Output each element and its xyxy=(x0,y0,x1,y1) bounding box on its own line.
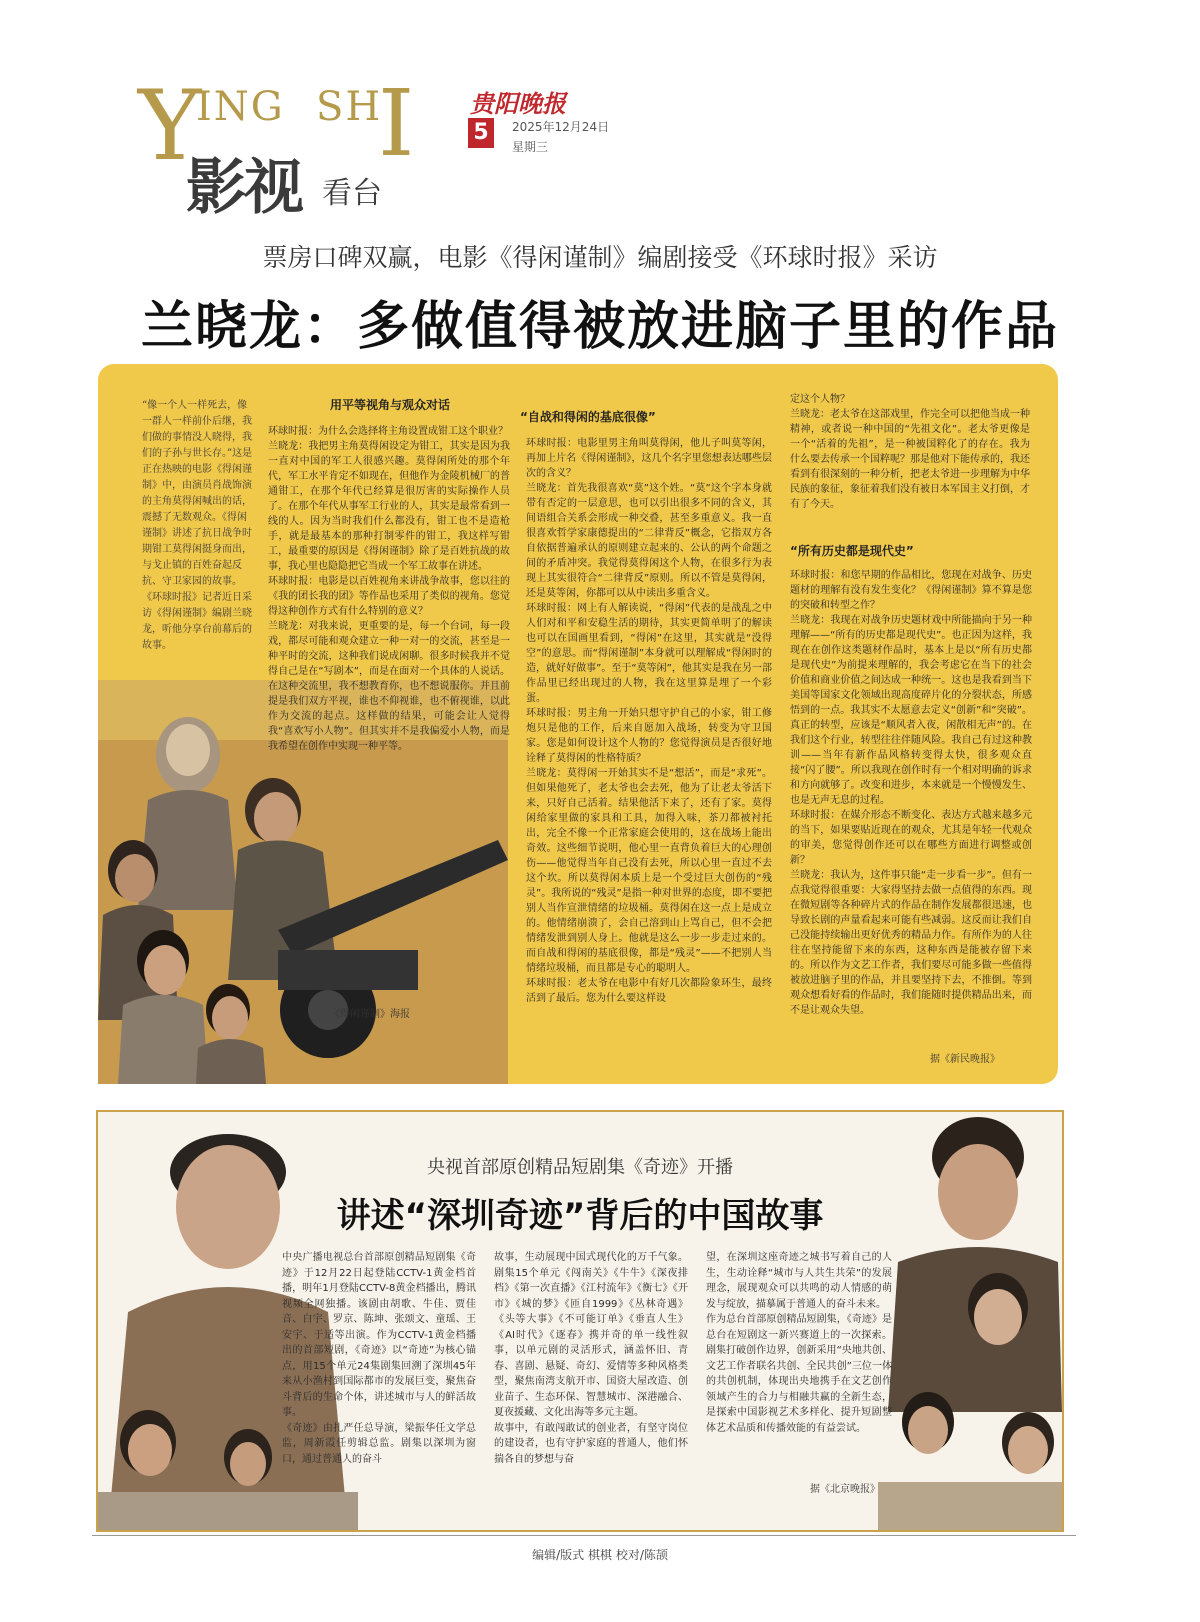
story2-column-3 xyxy=(706,1250,892,1470)
page-number-badge: 5 xyxy=(468,118,494,148)
story2-column-2 xyxy=(494,1250,688,1510)
story1-column-2-text: 环球时报：为什么会选择将主角设置成钳工这个职业？ 兰晓龙：我把男主角莫得闲设定为钳工，其实是因为我一直对中国的军工人很感兴趣。莫得闲所处的那个年代，军工水平肯定不如现在，但他作为金陵机械厂的普通钳工，在那个年代已经算是很厉害的实际操作人员了。在那个年代从事军工行业的人，其实是最常看到一线的人。因为当时我们什么都没有，钳工也不是造枪手，就是最基本的那种打制零件的钳工，我这样写钳工，最重要的原因是《得闲谨制》除了是百姓抗战的故事，我心里也隐隐把它当成一个军工故事在讲述。 环球时报：电影是以百姓视角来讲战争故事，您以往的《我的团长我的团》等作品也采用了类似的视角。您觉得这种创作方式有什么特别的意义？ 兰晓龙：对我来说，更重要的是，每一个台词，每一段戏，都尽可能和观众建立一种一对一的交流，甚至是一种平时的交流，这种我们说成闲聊。很多时候我并不觉得自己是在“写剧本”，而是在面对一个具体的人说话。在这种交流里，我不想教育你，也不想说服你。并且前提是我们双方平视，谁也不仰视谁，也不俯视谁，以此作为交流的起点。这样做的结果，可能会让人觉得我“喜欢写小人物”。但其实并不是我偏爱小人物，而是我希望在创作中实现一种平等。 xyxy=(268,426,510,752)
story1-subhead: 票房口碑双赢，电影《得闲谨制》编剧接受《环球时报》采访 xyxy=(262,243,938,272)
story1-headline: 兰晓龙：多做值得被放进脑子里的作品 xyxy=(140,297,1059,357)
story2-column-3-text: 望，在深圳这座奇迹之城书写着自己的人生，生动诠释“城市与人共生共荣”的发展理念，展现观众可以共鸣的动人情感的萌发与绽放，描摹属于普通人的奋斗未来。 作为总台首部原创精品短剧集，《奇迹》是总台在短剧这一新兴赛道上的一次探索。剧集打破创作边界，创新采用“央地共创、文艺工作者联名共创、全民共创”三位一体的共创机制，体现出央地携手在文艺创作领域产生的合力与相融共赢的全新生态，是探索中国影视艺术多样化、提升短剧整体艺术品质和传播效能的有益尝试。 xyxy=(706,1252,892,1434)
story1-column-4b xyxy=(790,568,1032,1046)
story1-column-3 xyxy=(526,436,772,1066)
masthead-letters-ing: ING xyxy=(196,84,285,130)
story2-headline: 讲述“深圳奇迹”背后的中国故事 xyxy=(336,1196,824,1236)
story1-column-3-text: 环球时报：电影里男主角叫莫得闲，他儿子叫莫等闲，再加上片名《得闲谨制》，这几个名字里您想表达哪些层次的含义？ 兰晓龙：首先我很喜欢“莫”这个姓。“莫”这个字本身就带有否定的一层意思，也可以引出很多不同的含义，其间语组合关系会形成一种交叠，甚至多重意义。我一直很喜欢哲学家康德提出的“二律背反”概念，它指双方各自依据普遍承认的原则建立起来的、公认的两个命题之间的矛盾冲突。我觉得莫得闲这个人物，在很多行为表现上其实很符合“二律背反”原则。所以不管是莫得闲，还是莫等闲，你都可以从中读出多重含义。 环球时报：网上有人解读说，“得闲”代表的是战乱之中人们对和平和安稳生活的期待，其实更简单明了的解读也可以在国画里看到，“得闲”在这里，其实就是“没得空”的意思。而“得闲谨制”本身就可以理解成“得闲时的造，就好好做事”。至于“莫等闲”，他其实是我在另一部作品里已经出现过的人物，我在这里算是埋了一个彩蛋。 环球时报：男主角一开始只想守护自己的小家，钳工修炮只是他的工作，后来自愿加入战场，转变为守卫国家。您是如何设计这个人物的？您觉得演员是否很好地诠释了莫得闲的性格特质？ 兰晓龙：莫得闲一开始其实不是“想活”，而是“求死”。但如果他死了，老太爷也会去死，他为了让老太爷活下来，只好自己活着。结果他活下来了，还有了家。莫得闲给家里做的家具和工具，加得入味，茶刀都被衬托出，完全不像一个正常家庭会使用的，这在战场上能出奇效。这些细节说明，他心里一直背负着巨大的心理创伤——他觉得当年自己没有去死，所以心里一直过不去这个坎。所以莫得闲本质上是一个受过巨大创伤的“残灵”。我所说的“残灵”是指一种对世界的态度，即不要把别人当作宣泄情绪的垃圾桶。莫得闲在这一点上是成立的。他情绪崩溃了，会自己溶到山上骂自己，但不会把情绪发泄到别人身上。他就是这么一步一步走过来的。而自战和得闲的基底很像，都是“残灵”——不把别人当情绪垃圾桶，而且都是专心的聪明人。 环球时报：老太爷在电影中有好几次都险象环生，最终活到了最后。您为什么要这样设 xyxy=(526,438,772,1004)
story2-subhead: 央视首部原创精品短剧集《奇迹》开播 xyxy=(427,1157,733,1178)
masthead-letter-y: Y xyxy=(138,70,202,182)
section-title: 影视 xyxy=(186,153,302,223)
masthead-letters-sh: SH xyxy=(316,84,383,130)
story1-intro: “像一个人一样死去，像一群人一样前仆后继，我们做的事情没人晓得，我们的子孙与世长存。”这是正在热映的电影《得闲谨制》中，由演员肖战饰演的主角莫得闲喊出的话，震撼了无数观众。《得闲谨制》讲述了抗日战争时期钳工莫得闲挺身而出，与戈止镇的百姓奋起反抗、守卫家园的故事。《环球时报》记者近日采访《得闲谨制》编剧兰晓龙，听他分享台前幕后的故事。 xyxy=(142,400,253,651)
editor-credits: 编辑/版式 棋棋 校对/陈颉 xyxy=(532,1548,668,1562)
issue-date: 2025年12月24日 xyxy=(512,120,610,134)
story1-column-4-text: 定这个人物？ 兰晓龙：老太爷在这部戏里，作完全可以把他当成一种精神，或者说一种中国的“先祖文化”。老太爷更像是一个“活着的先祖”，是一种被国粹化了的存在。我为什么要去传承一个国粹呢？那是他对下能传承的，我还看到有很深刻的一种分析，把老太爷进一步理解为中华民族的象征，象征着我们没有被日本军国主义打倒，才有了今天。 xyxy=(790,394,1030,510)
section-heading-3: “所有历史都是现代史” xyxy=(790,544,914,558)
issue-weekday: 星期三 xyxy=(512,140,549,154)
poster-caption: 《得闲谨制》海报 xyxy=(330,1009,410,1020)
story2-column-1-text: 中央广播电视总台首部原创精品短剧集《奇迹》于12月22日起登陆CCTV-1黄金档首播，明年1月登陆CCTV-8黄金档播出，腾讯视频全网独播。该剧由胡歌、牛佳、贾佳音、白宇、罗京、陈坤、张颂文、童瑶、王安宇、于适等出演。作为CCTV-1黄金档播出的首部短剧，《奇迹》以“奇迹”为核心锚点，用15个单元24集剧集回溯了深圳45年来从小渔村到国际都市的发展巨变，聚焦奋斗背后的生命个体，讲述城市与人的鲜活故事。 《奇迹》由扎严任总导演，梁振华任文学总监，周新霞任剪辑总监。剧集以深圳为窗口，通过普通人的奋斗 xyxy=(282,1252,476,1465)
story1-source: 据《新民晚报》 xyxy=(930,1054,1000,1065)
story1-column-4b-text: 环球时报：和您早期的作品相比，您现在对战争、历史题材的理解有没有发生变化？《得闲谨制》算不算是您的突破和转型之作？ 兰晓龙：我现在对战争历史题材戏中所能描向于另一种理解——“所有的历史都是现代史”。也正因为这样，我现在在创作这类题材作品时，基本上是以“所有历史都是现代史”为前提来理解的，我会考虑它在当下的社会价值和商业价值之间达成一种统一。这也是我看到当下美国等国家文化领域出现高度碎片化的分裂状态，所感悟到的一点。我其实不太愿意去定义“创新”和“突破”。真正的转型，应该是“顺风者入夜，闲散相无声”的。在我们这个行业，转型往往伴随风险。我自己有过这种教训——当年有新作品风格转变得太快，很多观众直接“闪了腰”。所以我现在创作时有一个相对明确的诉求和方向就够了。改变和进步，本来就是一个慢慢发生、也是无声无息的过程。 环球时报：在媒介形态不断变化、表达方式越来越多元的当下，如果要贴近现在的观众，尤其是年轻一代观众的审美，您觉得创作还可以在哪些方面进行调整或创新？ 兰晓龙：我认为，这件事只能“走一步看一步”。但有一点我觉得很重要：大家得坚持去做一点值得的东西。现在微短剧等各种碎片式的作品在制作发展都很迅速，也导致长剧的声量看起来可能有些减弱。这反而让我们自己没能持续输出更好优秀的精品力作。有所作为的人往往在坚持能留下来的东西，这种东西是能被存留下来的。所以作为文艺工作者，我们要尽可能多做一些值得被放进脑子里的作品，并且要坚持下去，不推倒。等到观众想看好看的作品时，我们能随时提供精品出来，而不是让观众失望。 xyxy=(790,570,1032,1016)
masthead-letter-i: I xyxy=(378,70,415,177)
story2-column-1 xyxy=(282,1250,476,1510)
story2-column-2-text: 故事，生动展现中国式现代化的万千气象。剧集15个单元《闯南关》《牛牛》《深夜排档》《第一次直播》《江村流年》《衡七》《开市》《城的梦》《匝自1999》《丛林奇遇》《头等大事》《不可能订单》《垂直人生》《AI时代》《逐春》携并奇的单一线性叙事，以单元剧的灵活形式，涵盖怀旧、青春、喜剧、悬疑、奇幻、爱情等多种风格类型，聚焦南湾支航开市、国资大屋改造、创业苗子、生态环保、智慧城市、深港融合、夏夜援藏、文化出海等多元主题。 故事中，有敢闯敢试的创业者，有坚守岗位的建设者，也有守护家庭的普通人，他们怀揣各自的梦想与奋 xyxy=(494,1252,688,1465)
story1-column-2 xyxy=(268,424,510,994)
footer-divider xyxy=(92,1535,1076,1536)
newspaper-logo: 贵阳晚报 xyxy=(470,89,566,118)
story2-source: 据《北京晚报》 xyxy=(810,1484,880,1495)
section-subtitle: 看台 xyxy=(322,176,382,211)
section-heading-1: 用平等视角与观众对话 xyxy=(329,398,450,412)
section-heading-2: “自战和得闲的基底很像” xyxy=(520,410,656,424)
story1-column-4 xyxy=(790,392,1030,522)
